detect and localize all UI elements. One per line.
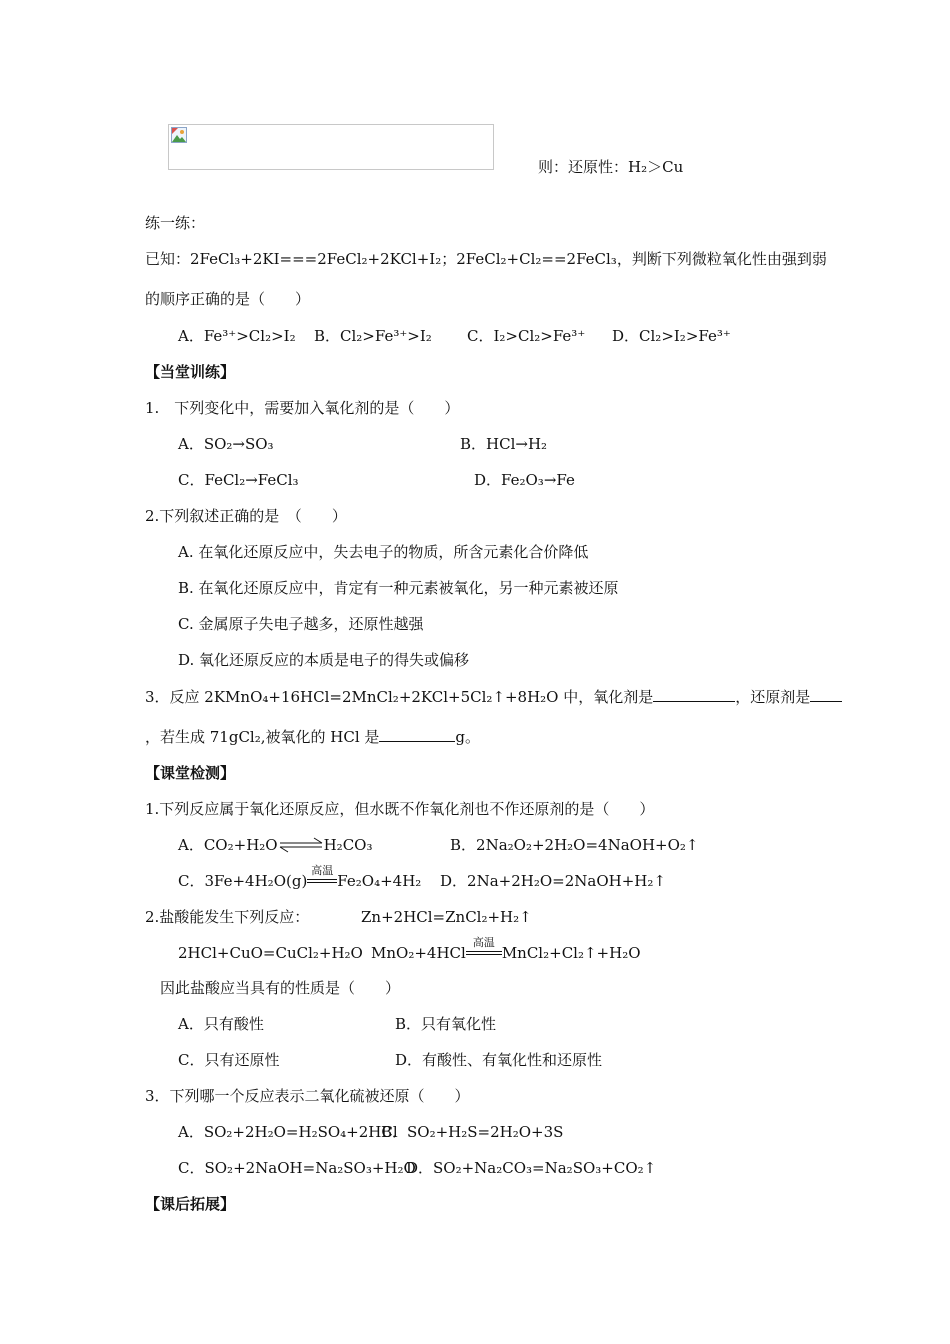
check-q2-r3-left: MnO₂+4HCl bbox=[371, 944, 466, 962]
condition-mark bbox=[466, 936, 502, 963]
practice-option-b: B．Cl₂>Fe³⁺>I₂ bbox=[314, 327, 432, 345]
classwork-q3-line2-a: ，若生成 71gCl₂,被氧化的 HCl 是 bbox=[145, 728, 380, 746]
classwork-q1-b: B．HCl→H₂ bbox=[460, 435, 548, 453]
classwork-q1-d: D．Fe₂O₃→Fe bbox=[474, 471, 575, 489]
check-q1-b: B．2Na₂O₂+2H₂O=4NaOH+O₂↑ bbox=[450, 836, 699, 854]
check-q2-r3-right: MnCl₂+Cl₂↑+H₂O bbox=[501, 944, 641, 962]
classwork-q2-c: C. 金属原子失电子越多，还原性越强 bbox=[178, 615, 424, 633]
check-q3-stem: 3．下列哪一个反应表示二氧化硫被还原（ ） bbox=[145, 1087, 470, 1105]
condition-label: 高温 bbox=[472, 936, 495, 949]
broken-image-icon bbox=[171, 127, 187, 143]
check-q1-stem: 1.下列反应属于氧化还原反应，但水既不作氧化剂也不作还原剂的是（ ） bbox=[145, 800, 655, 818]
check-heading: 【课堂检测】 bbox=[145, 764, 236, 782]
classwork-heading: 【当堂训练】 bbox=[145, 363, 236, 381]
classwork-q3-line1-a: 3．反应 2KMnO₄+16HCl=2MnCl₂+2KCl+5Cl₂↑+8H₂O 中，氧化剂是 bbox=[145, 688, 654, 706]
check-q2-stem: 2.盐酸能发生下列反应： bbox=[145, 908, 310, 926]
practice-option-d: D．Cl₂>I₂>Fe³⁺ bbox=[612, 327, 731, 345]
classwork-q2-d: D. 氧化还原反应的本质是电子的得失或偏移 bbox=[178, 651, 470, 669]
check-q2-a: A．只有酸性 bbox=[178, 1015, 264, 1033]
check-q3-d: D．SO₂+Na₂CO₃=Na₂SO₃+CO₂↑ bbox=[406, 1159, 657, 1177]
extension-heading: 【课后拓展】 bbox=[145, 1195, 236, 1213]
classwork-q1-c: C．FeCl₂→FeCl₃ bbox=[178, 471, 299, 489]
reversible-arrow-icon bbox=[278, 835, 324, 855]
check-q1-a-left: A．CO₂+H₂O bbox=[178, 836, 278, 854]
classwork-q3-line1 bbox=[145, 687, 842, 707]
check-q2-ask: 因此盐酸应当具有的性质是（ ） bbox=[160, 979, 401, 997]
classwork-q2-stem: 2.下列叙述正确的是 （ ） bbox=[145, 507, 347, 525]
check-q1-c bbox=[178, 864, 422, 891]
check-q2-r2: 2HCl+CuO=CuCl₂+H₂O bbox=[178, 944, 363, 962]
check-q3-b: B．SO₂+H₂S=2H₂O+3S bbox=[381, 1123, 564, 1141]
check-q2-d: D．有酸性、有氧化性和还原性 bbox=[395, 1051, 603, 1069]
reductant-blank[interactable] bbox=[810, 687, 842, 702]
classwork-q1-a: A．SO₂→SO₃ bbox=[178, 435, 274, 453]
practice-heading: 练一练： bbox=[145, 214, 206, 232]
classwork-q3-line1-b: ，还原剂是 bbox=[735, 688, 811, 706]
check-q1-c-right: Fe₂O₄+4H₂ bbox=[337, 872, 422, 890]
practice-option-a: A．Fe³⁺>Cl₂>I₂ bbox=[178, 327, 296, 345]
check-q1-d: D．2Na+2H₂O=2NaOH+H₂↑ bbox=[440, 872, 666, 890]
classwork-q2-b: B. 在氧化还原反应中，肯定有一种元素被氧化，另一种元素被还原 bbox=[178, 579, 619, 597]
classwork-q2-a: A. 在氧化还原反应中，失去电子的物质，所含元素化合价降低 bbox=[178, 543, 589, 561]
condition-label: 高温 bbox=[311, 864, 334, 877]
check-q3-a: A．SO₂+2H₂O=H₂SO₄+2HCl bbox=[178, 1123, 398, 1141]
image-placeholder bbox=[168, 124, 494, 170]
check-q3-c: C．SO₂+2NaOH=Na₂SO₃+H₂O bbox=[178, 1159, 416, 1177]
oxidant-blank[interactable] bbox=[653, 687, 735, 702]
classwork-q1-stem: 1. 下列变化中，需要加入氧化剂的是（ ） bbox=[145, 399, 460, 417]
check-q1-a-right: H₂CO₃ bbox=[323, 836, 373, 854]
mass-blank[interactable] bbox=[379, 727, 455, 742]
check-q2-c: C．只有还原性 bbox=[178, 1051, 280, 1069]
check-q2-b: B．只有氧化性 bbox=[395, 1015, 497, 1033]
classwork-q3-line2-b: g。 bbox=[455, 728, 481, 746]
check-q2-r3 bbox=[371, 936, 641, 963]
practice-stem-line1: 已知：2FeCl₃+2KI===2FeCl₂+2KCl+I₂；2FeCl₂+Cl₂==2FeCl₃，判断下列微粒氧化性由强到弱 bbox=[145, 250, 827, 268]
check-q1-c-left: C．3Fe+4H₂O(g) bbox=[178, 872, 308, 890]
check-q2-r1: Zn+2HCl=ZnCl₂+H₂↑ bbox=[361, 908, 532, 926]
condition-mark bbox=[307, 864, 337, 891]
conclusion-text: 则：还原性：H₂＞Cu bbox=[538, 158, 684, 176]
check-q1-a bbox=[178, 835, 372, 855]
practice-stem-line2: 的顺序正确的是（ ） bbox=[145, 290, 311, 308]
practice-option-c: C．I₂>Cl₂>Fe³⁺ bbox=[467, 327, 586, 345]
classwork-q3-line2 bbox=[145, 727, 480, 747]
